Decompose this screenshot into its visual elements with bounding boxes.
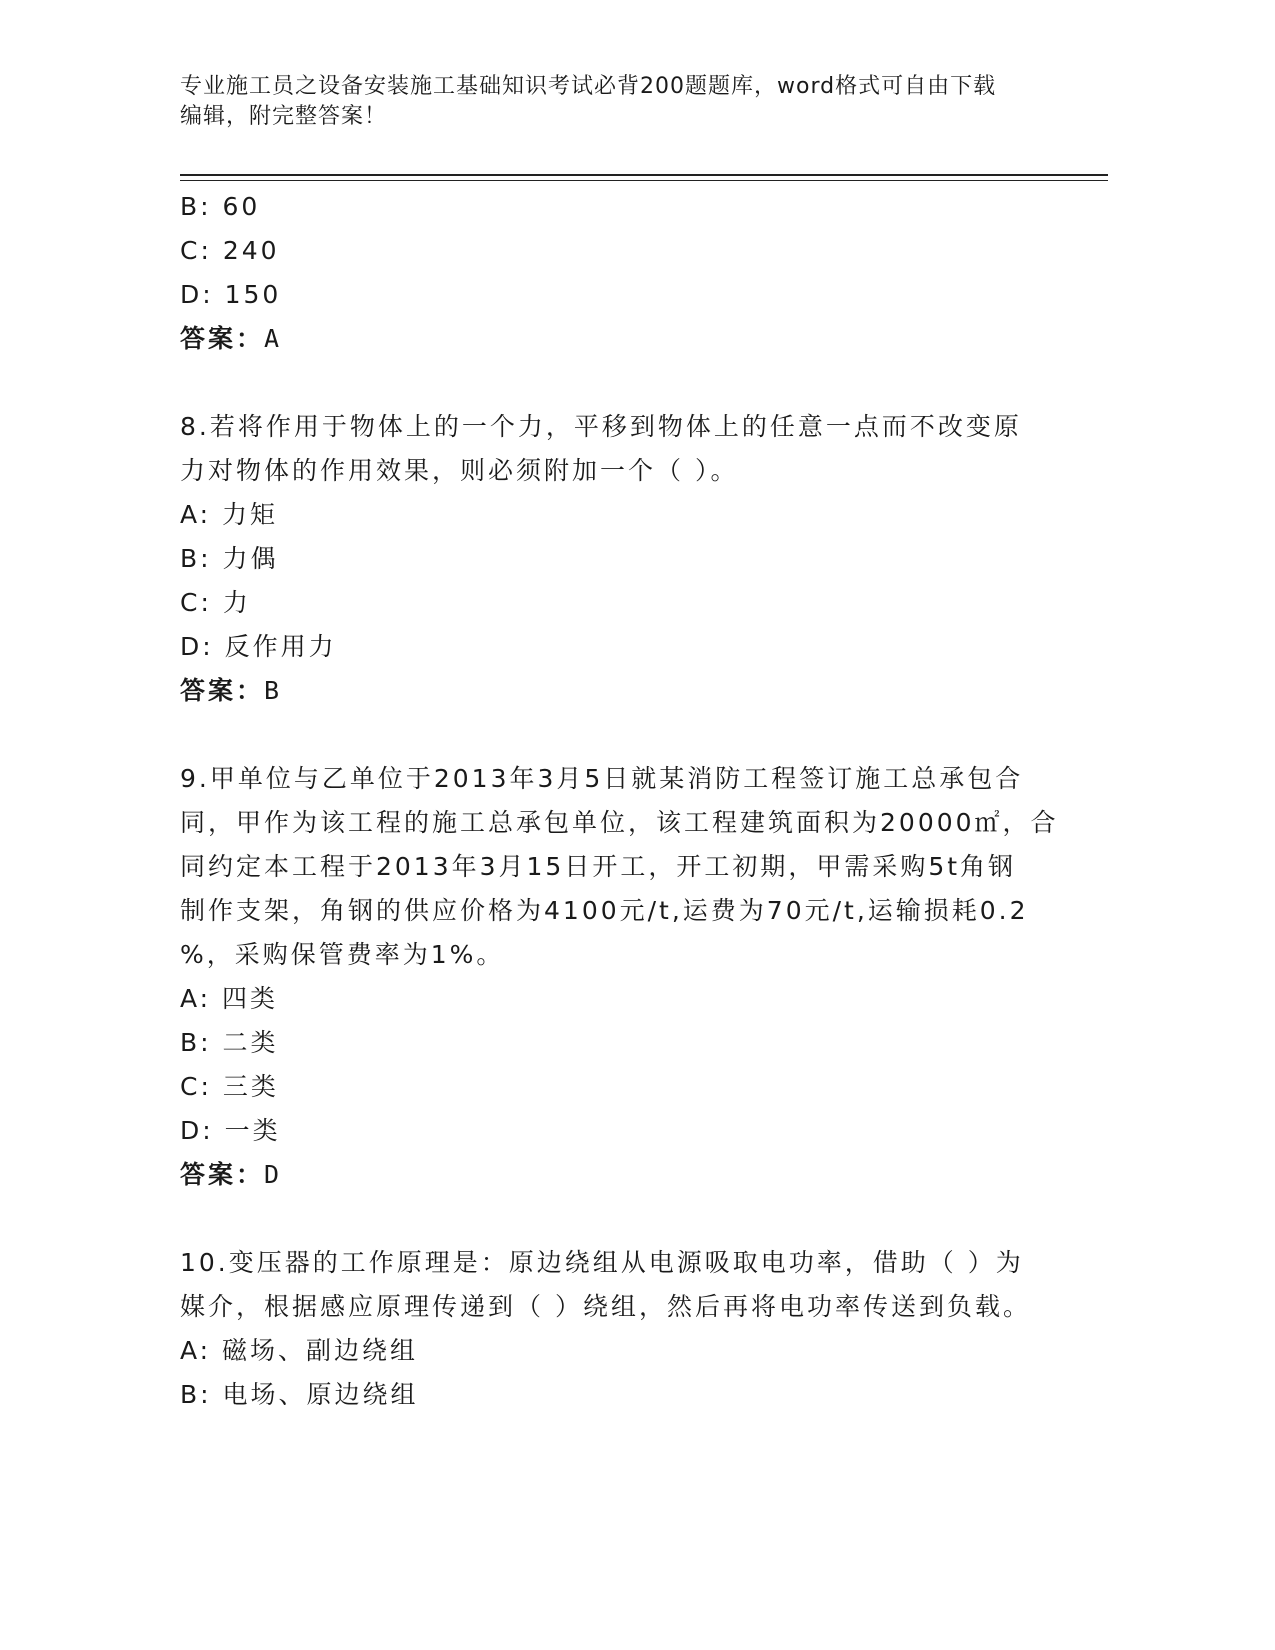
answer-value: B	[264, 676, 283, 705]
option-d: D: 150	[180, 280, 282, 309]
option-b: B: 二类	[180, 1028, 279, 1057]
answer-label: 答案：	[180, 324, 265, 353]
question-text-line: 同约定本工程于2013年3月15日开工，开工初期，甲需采购5t角钢	[180, 852, 1017, 881]
question-text-line: 8.若将作用于物体上的一个力，平移到物体上的任意一点而不改变原	[180, 412, 1022, 441]
question-text-line: 制作支架，角钢的供应价格为4100元/t,运费为70元/t,运输损耗0.2	[180, 896, 1029, 925]
answer-label: 答案：	[180, 676, 265, 705]
option-b: B: 电场、原边绕组	[180, 1380, 419, 1409]
question-8	[180, 405, 1060, 713]
header-divider-thin	[180, 180, 1108, 181]
option-c: C: 240	[180, 236, 280, 265]
answer-line	[180, 1153, 1060, 1197]
answer-line	[180, 317, 1060, 361]
question-text-line: 同，甲作为该工程的施工总承包单位，该工程建筑面积为20000㎡，合	[180, 808, 1059, 837]
answer-label: 答案：	[180, 1160, 265, 1189]
option-b: B: 力偶	[180, 544, 279, 573]
header-line-1: 专业施工员之设备安装施工基础知识考试必背200题题库，word格式可自由下载	[180, 74, 997, 99]
answer-line	[180, 669, 1060, 713]
option-d: D: 反作用力	[180, 632, 337, 661]
spacer	[180, 713, 1060, 757]
page-header	[180, 72, 1060, 132]
question-9	[180, 757, 1060, 1197]
header-divider-thick	[180, 174, 1108, 176]
answer-value: A	[264, 324, 283, 353]
header-line-2: 编辑，附完整答案！	[180, 104, 388, 129]
option-a: A: 力矩	[180, 500, 279, 529]
question-10	[180, 1241, 1060, 1417]
option-d: D: 一类	[180, 1116, 281, 1145]
question-text-line: 媒介，根据感应原理传递到（ ）绕组，然后再将电功率传送到负载。	[180, 1292, 1031, 1321]
question-text-line: %，采购保管费率为1%。	[180, 940, 505, 969]
option-a: A: 磁场、副边绕组	[180, 1336, 419, 1365]
option-c: C: 力	[180, 588, 251, 617]
question-text-line: 力对物体的作用效果，则必须附加一个（ ）。	[180, 456, 739, 485]
answer-value: D	[264, 1160, 283, 1189]
question-text-line: 10.变压器的工作原理是：原边绕组从电源吸取电功率，借助（ ）为	[180, 1248, 1024, 1277]
question-text-line: 9.甲单位与乙单位于2013年3月5日就某消防工程签订施工总承包合	[180, 764, 1024, 793]
spacer	[180, 1197, 1060, 1241]
spacer	[180, 361, 1060, 405]
option-a: A: 四类	[180, 984, 279, 1013]
option-c: C: 三类	[180, 1072, 279, 1101]
option-b: B: 60	[180, 192, 261, 221]
question-content	[180, 185, 1060, 1417]
question-7-tail	[180, 185, 1060, 361]
